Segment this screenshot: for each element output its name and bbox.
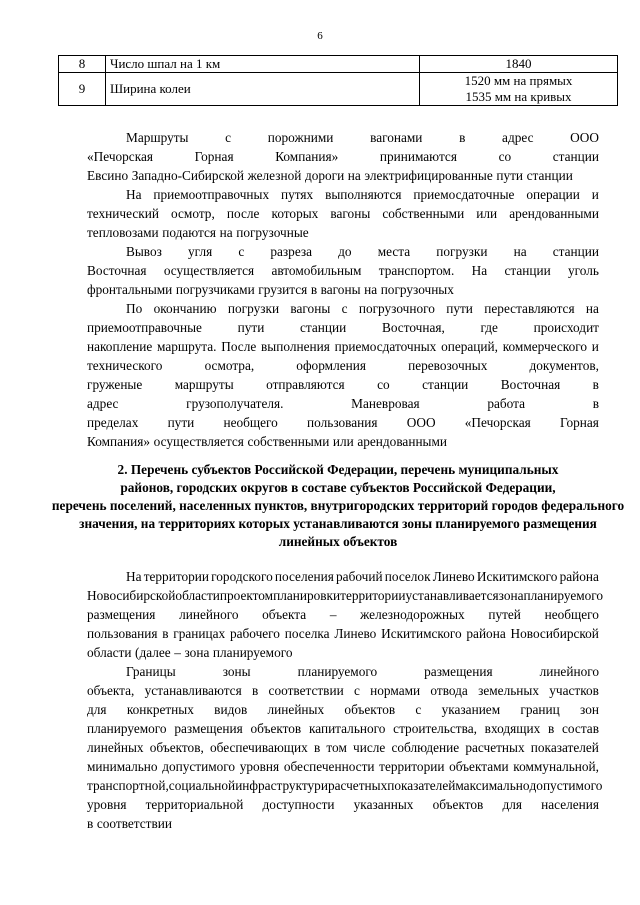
word: пути xyxy=(237,320,265,335)
word: На xyxy=(126,569,142,584)
word: соблюдение xyxy=(391,740,460,755)
paragraph-line xyxy=(87,816,599,832)
word: границ xyxy=(520,702,560,717)
word: планируемого xyxy=(297,664,378,679)
word: с xyxy=(415,702,422,717)
word: или xyxy=(332,434,354,449)
word: переставляются xyxy=(484,301,575,316)
paragraph-line xyxy=(87,626,599,642)
value-line: 1535 мм на кривых xyxy=(465,89,572,104)
word: вагонами xyxy=(370,130,423,145)
word: и xyxy=(591,187,599,202)
word: «Печорская xyxy=(87,149,153,164)
word: на xyxy=(219,225,233,240)
word: необщего xyxy=(223,415,278,430)
table-row xyxy=(59,56,618,73)
word: Восточная, xyxy=(381,320,445,335)
word: приемоотправочные xyxy=(87,320,202,335)
word: в xyxy=(162,626,169,641)
word: арендованными xyxy=(357,434,448,449)
word: приемосдаточные xyxy=(413,187,515,202)
word: погрузчиками xyxy=(175,282,255,297)
paragraph-line xyxy=(87,415,599,431)
word: конкретных xyxy=(126,702,194,717)
word: области xyxy=(175,588,220,603)
word: места xyxy=(377,244,411,259)
word: оформления xyxy=(296,358,366,373)
word: зоны xyxy=(222,664,251,679)
word: приемосдаточных xyxy=(334,339,437,354)
paragraph-line xyxy=(87,607,599,623)
word: на xyxy=(347,168,361,183)
section-heading-line: значения, на территориях которых устанавливаются зоны планируемого размещения xyxy=(79,516,597,531)
word: области xyxy=(87,645,132,660)
word: принимаются xyxy=(379,149,457,164)
word: поселения xyxy=(274,569,334,584)
word: в xyxy=(548,721,555,736)
word: Искитимского xyxy=(476,569,558,584)
word: пути xyxy=(446,301,473,316)
word: нормами xyxy=(370,683,421,698)
word: видов xyxy=(214,702,248,717)
word: Восточная xyxy=(87,263,147,278)
word: в xyxy=(459,130,466,145)
word: Искитимского xyxy=(381,626,462,641)
word: участков xyxy=(549,683,599,698)
word: указанных xyxy=(353,797,414,812)
word: вагоны xyxy=(330,206,371,221)
word: коммерческого xyxy=(502,339,588,354)
section-heading-line: 2. Перечень субъектов Российской Федерации, перечень муниципальных xyxy=(117,462,559,477)
word: проектом xyxy=(219,588,274,603)
paragraph-line xyxy=(87,396,599,412)
word: погрузочного xyxy=(358,301,435,316)
word: показателей xyxy=(530,740,599,755)
word: социальной xyxy=(168,778,236,793)
word: рабочий xyxy=(336,569,383,584)
word: территории xyxy=(340,588,406,603)
word: состав xyxy=(562,721,599,736)
word: железнодорожных xyxy=(360,607,465,622)
word: линейных xyxy=(87,740,144,755)
word: линейного xyxy=(539,664,599,679)
word: после xyxy=(226,206,260,221)
word: соответствии xyxy=(96,816,172,831)
word: станции xyxy=(422,377,469,392)
word: работа xyxy=(487,396,525,411)
word: уровня xyxy=(239,759,280,774)
word: в xyxy=(251,683,259,698)
word: обеспечивающих xyxy=(209,740,308,755)
word: выполняются xyxy=(325,187,402,202)
word: станции xyxy=(552,149,599,164)
word: погрузки xyxy=(436,244,488,259)
paragraph-line xyxy=(87,377,599,393)
word: городского xyxy=(211,569,273,584)
word: с xyxy=(341,301,348,316)
word: рабочего xyxy=(229,626,280,641)
word: том xyxy=(326,740,347,755)
word: допустимого xyxy=(529,778,603,793)
word: подаются xyxy=(162,225,217,240)
word: объектов xyxy=(432,797,484,812)
page-number: 6 xyxy=(317,30,323,42)
word: станции xyxy=(300,320,347,335)
word: территориальной xyxy=(145,797,244,812)
word: линейного xyxy=(179,607,239,622)
word: накопление xyxy=(87,339,153,354)
word: размещения xyxy=(174,721,243,736)
word: тепловозами xyxy=(87,225,159,240)
word: границах xyxy=(173,626,226,641)
value-line: 1520 мм на прямых xyxy=(464,73,573,88)
word: осмотр, xyxy=(171,206,215,221)
word: устанавливаются xyxy=(144,683,242,698)
word: Новосибирской xyxy=(510,626,599,641)
word: дороги xyxy=(304,168,345,183)
word: объектами xyxy=(449,759,509,774)
paragraph-line xyxy=(87,721,599,737)
word: планируемого xyxy=(212,645,293,660)
word: до xyxy=(338,244,352,259)
word: поселок xyxy=(384,569,431,584)
word: Линево xyxy=(334,626,377,641)
word: На xyxy=(471,263,488,278)
word: «Печорская xyxy=(464,415,531,430)
word: окончанию xyxy=(153,301,217,316)
word: ООО xyxy=(570,130,599,145)
row-name: Число шпал на 1 км xyxy=(106,56,420,73)
word: станции xyxy=(552,244,599,259)
word: которых xyxy=(271,206,319,221)
word: объектов, xyxy=(149,740,204,755)
word: или xyxy=(476,206,498,221)
word: размещения xyxy=(87,607,156,622)
word: доступности xyxy=(262,797,335,812)
word: Западно-Сибирской xyxy=(131,168,245,183)
section-heading-line: районов, городских округов в составе субъектов Российской Федерации, xyxy=(120,480,556,495)
word: порожними xyxy=(267,130,334,145)
word: планировки xyxy=(273,588,341,603)
word: со xyxy=(498,149,512,164)
word: устанавливается xyxy=(405,588,499,603)
paragraph-line xyxy=(87,149,599,165)
paragraph-line xyxy=(87,434,599,450)
word: Компания» xyxy=(275,149,339,164)
word: пределах xyxy=(87,415,139,430)
word: планируемого xyxy=(523,588,604,603)
word: строительства, xyxy=(393,721,477,736)
row-number: 8 xyxy=(59,56,106,73)
word: разреза xyxy=(270,244,313,259)
word: инфраструктур xyxy=(235,778,321,793)
word: допустимого xyxy=(162,759,236,774)
word: размещения xyxy=(424,664,493,679)
word: Границы xyxy=(126,664,176,679)
word: документов, xyxy=(529,358,599,373)
word: планируемого xyxy=(87,721,167,736)
word: транспортной, xyxy=(87,778,169,793)
word: расчетных xyxy=(327,778,388,793)
word: и xyxy=(591,339,599,354)
word: пути xyxy=(167,415,195,430)
word: территории xyxy=(143,569,209,584)
word: осмотра, xyxy=(204,358,255,373)
paragraph-line xyxy=(87,339,599,355)
word: операций, xyxy=(441,339,498,354)
word: района xyxy=(466,626,506,641)
word: соответствии xyxy=(268,683,344,698)
table-row xyxy=(59,73,618,106)
paragraph-line xyxy=(126,244,599,260)
paragraph-line xyxy=(87,683,599,699)
word: отвода xyxy=(430,683,468,698)
word: зона xyxy=(498,588,524,603)
word: собственными xyxy=(247,434,330,449)
word: арендованными xyxy=(509,206,599,221)
paragraph-line xyxy=(87,778,603,794)
word: объектов xyxy=(250,721,302,736)
word: Евсино xyxy=(87,168,129,183)
word: Новосибирской xyxy=(87,588,176,603)
word: пользования xyxy=(307,415,378,430)
paragraph-line xyxy=(126,301,599,317)
word: указанием xyxy=(441,702,501,717)
word: поселка xyxy=(284,626,330,641)
row-name: Ширина колеи xyxy=(106,73,420,106)
section-heading-line: линейных объектов xyxy=(278,534,398,549)
word: погрузки xyxy=(227,301,280,316)
word: путях xyxy=(281,187,314,202)
word: операции xyxy=(526,187,580,202)
word: грузополучателя. xyxy=(186,396,284,411)
word: выполнения xyxy=(261,339,330,354)
paragraph-line xyxy=(126,664,599,680)
word: вагоны xyxy=(320,282,361,297)
word: автомобильным xyxy=(271,263,362,278)
word: Вывоз xyxy=(126,244,162,259)
word: транспортом. xyxy=(378,263,455,278)
word: станции xyxy=(526,168,573,183)
word: отправляются xyxy=(266,377,345,392)
word: уровня xyxy=(87,797,127,812)
word: Восточная xyxy=(500,377,561,392)
word: зон xyxy=(580,702,599,717)
word: железной xyxy=(247,168,302,183)
word: происходит xyxy=(533,320,599,335)
word: Горная xyxy=(559,415,599,430)
word: осуществляется xyxy=(163,263,255,278)
paragraph-line xyxy=(126,187,599,203)
word: объектов xyxy=(344,702,396,717)
word: электрифицированные xyxy=(364,168,493,183)
word: угля xyxy=(188,244,213,259)
word: После xyxy=(221,339,257,354)
word: погрузочных xyxy=(380,282,454,297)
word: (далее xyxy=(135,645,171,660)
word: обеспеченности xyxy=(283,759,375,774)
word: на xyxy=(364,282,378,297)
word: объекта xyxy=(262,607,307,622)
word: на xyxy=(513,244,527,259)
paragraph-line xyxy=(87,702,599,718)
word: для xyxy=(502,797,522,812)
paragraph-line xyxy=(87,206,599,222)
word: Горная xyxy=(194,149,234,164)
word: осуществляется xyxy=(153,434,244,449)
word: пользования xyxy=(87,626,158,641)
word: ООО xyxy=(406,415,436,430)
word: адрес xyxy=(87,396,119,411)
word: линейных xyxy=(267,702,325,717)
word: где xyxy=(480,320,498,335)
word: собственными xyxy=(382,206,465,221)
word: населения xyxy=(541,797,599,812)
word: маршруты xyxy=(174,377,234,392)
word: приемоотправочных xyxy=(153,187,270,202)
row-value xyxy=(420,56,618,73)
word: в xyxy=(313,740,321,755)
word: расчетных xyxy=(465,740,525,755)
word: в xyxy=(310,282,318,297)
word: с xyxy=(353,683,360,698)
row-value xyxy=(420,73,618,106)
word: перевозочных xyxy=(408,358,488,373)
word: Компания» xyxy=(87,434,151,449)
word: путей xyxy=(488,607,521,622)
word: для xyxy=(87,702,107,717)
word: максимально xyxy=(455,778,530,793)
paragraph-line xyxy=(87,797,599,813)
paragraph-line xyxy=(87,759,599,775)
word: пути xyxy=(496,168,524,183)
word: технический xyxy=(87,206,159,221)
word: необщего xyxy=(544,607,599,622)
row-number: 9 xyxy=(59,73,106,106)
word: грузится xyxy=(258,282,308,297)
paragraph-line xyxy=(87,645,599,661)
word: маршрута. xyxy=(157,339,217,354)
value-line: 1840 xyxy=(505,56,532,71)
word: показателей xyxy=(387,778,456,793)
word: и xyxy=(320,778,328,793)
section-heading-line: перечень поселений, населенных пунктов, внутригородских территорий городов федерального xyxy=(51,498,625,513)
word: вагоны xyxy=(290,301,331,316)
paragraph-line xyxy=(126,569,599,585)
paragraph-line xyxy=(87,358,599,374)
word: станции xyxy=(504,263,551,278)
word: в xyxy=(87,816,94,831)
word: – xyxy=(174,645,181,660)
word: района xyxy=(559,569,599,584)
word: входящих xyxy=(484,721,541,736)
word: Маршруты xyxy=(126,130,189,145)
word: фронтальными xyxy=(87,282,173,297)
word: – xyxy=(329,607,337,622)
word: адрес xyxy=(502,130,534,145)
word: коммунальной, xyxy=(513,759,599,774)
word: уголь xyxy=(568,263,599,278)
word: в xyxy=(592,377,599,392)
paragraph-line xyxy=(87,168,599,184)
word: числе xyxy=(353,740,386,755)
word: капитального xyxy=(308,721,386,736)
word: технического xyxy=(87,358,163,373)
word: территории xyxy=(379,759,445,774)
word: Маневровая xyxy=(351,396,420,411)
paragraph-line xyxy=(87,263,599,279)
word: погрузочные xyxy=(236,225,309,240)
word: земельных xyxy=(478,683,539,698)
word: с xyxy=(225,130,232,145)
word: зона xyxy=(184,645,210,660)
paragraph-line xyxy=(87,740,599,756)
spec-table xyxy=(58,55,618,106)
word: минимально xyxy=(87,759,158,774)
word: в xyxy=(592,396,599,411)
paragraph-line xyxy=(87,225,599,241)
paragraph-line xyxy=(87,588,604,604)
word: со xyxy=(377,377,390,392)
paragraph-line xyxy=(87,320,599,336)
paragraph-line xyxy=(87,282,599,298)
word: Линево xyxy=(432,569,475,584)
word: объекта, xyxy=(87,683,135,698)
word: на xyxy=(585,301,599,316)
word: По xyxy=(126,301,143,316)
paragraph-line xyxy=(126,130,599,146)
word: груженые xyxy=(87,377,143,392)
word: На xyxy=(126,187,142,202)
word: с xyxy=(238,244,245,259)
